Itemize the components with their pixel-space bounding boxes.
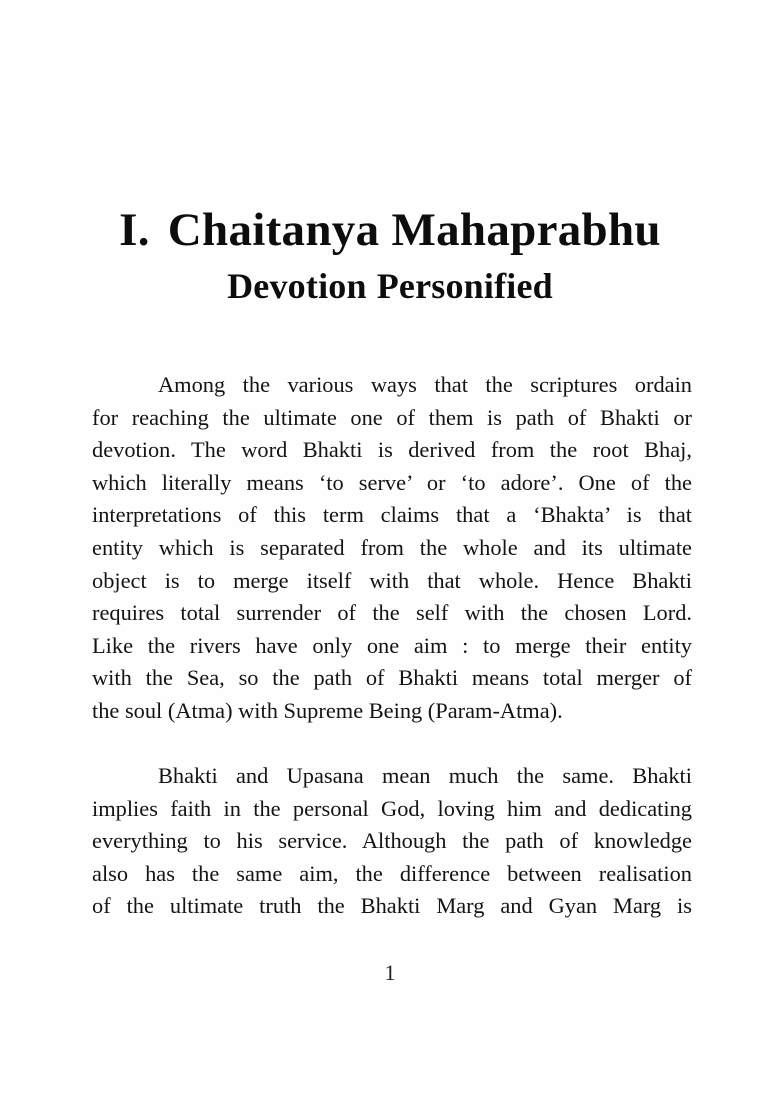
- text-line: everything to his service. Although the path of knowledge: [92, 828, 692, 854]
- chapter-title-text: Chaitanya Mahaprabhu: [167, 204, 661, 256]
- subtitle-word-1: Devotion: [227, 266, 367, 306]
- text-line: object is to merge itself with that whole. Hence Bhakti: [92, 567, 692, 593]
- text-line: with the Sea, so the path of Bhakti means total merger of: [92, 665, 692, 691]
- text-line: implies faith in the personal God, loving him and dedicating: [92, 795, 692, 821]
- text-line: also has the same aim, the difference between realisation: [92, 860, 692, 886]
- paragraph-2: [92, 760, 692, 923]
- text-line: Bhakti and Upasana mean much the same. Bhakti: [158, 763, 692, 788]
- text-line: which literally means ‘to serve’ or ‘to adore’. One of the: [92, 469, 692, 495]
- text-line: entity which is separated from the whole and its ultimate: [92, 534, 692, 560]
- chapter-number: I.: [119, 204, 150, 256]
- text-line: of the ultimate truth the Bhakti Marg and Gyan Marg is: [92, 893, 692, 919]
- text-line: requires total surrender of the self with the chosen Lord.: [92, 600, 692, 626]
- page-number: 1: [384, 960, 396, 985]
- chapter-title: [0, 200, 780, 260]
- subtitle-word-2: Personified: [376, 266, 553, 306]
- text-line: devotion. The word Bhakti is derived from the root Bhaj,: [92, 437, 692, 463]
- text-line: for reaching the ultimate one of them is path of Bhakti or: [92, 404, 692, 430]
- chapter-subtitle: [0, 262, 780, 310]
- text-line: Among the various ways that the scriptures ordain: [158, 372, 692, 397]
- text-line: the soul (Atma) with Supreme Being (Param-Atma).: [92, 697, 563, 723]
- paragraph-1: [92, 369, 692, 728]
- text-line: interpretations of this term claims that a ‘Bhakta’ is that: [92, 502, 692, 528]
- text-line: Like the rivers have only one aim : to merge their entity: [92, 632, 692, 658]
